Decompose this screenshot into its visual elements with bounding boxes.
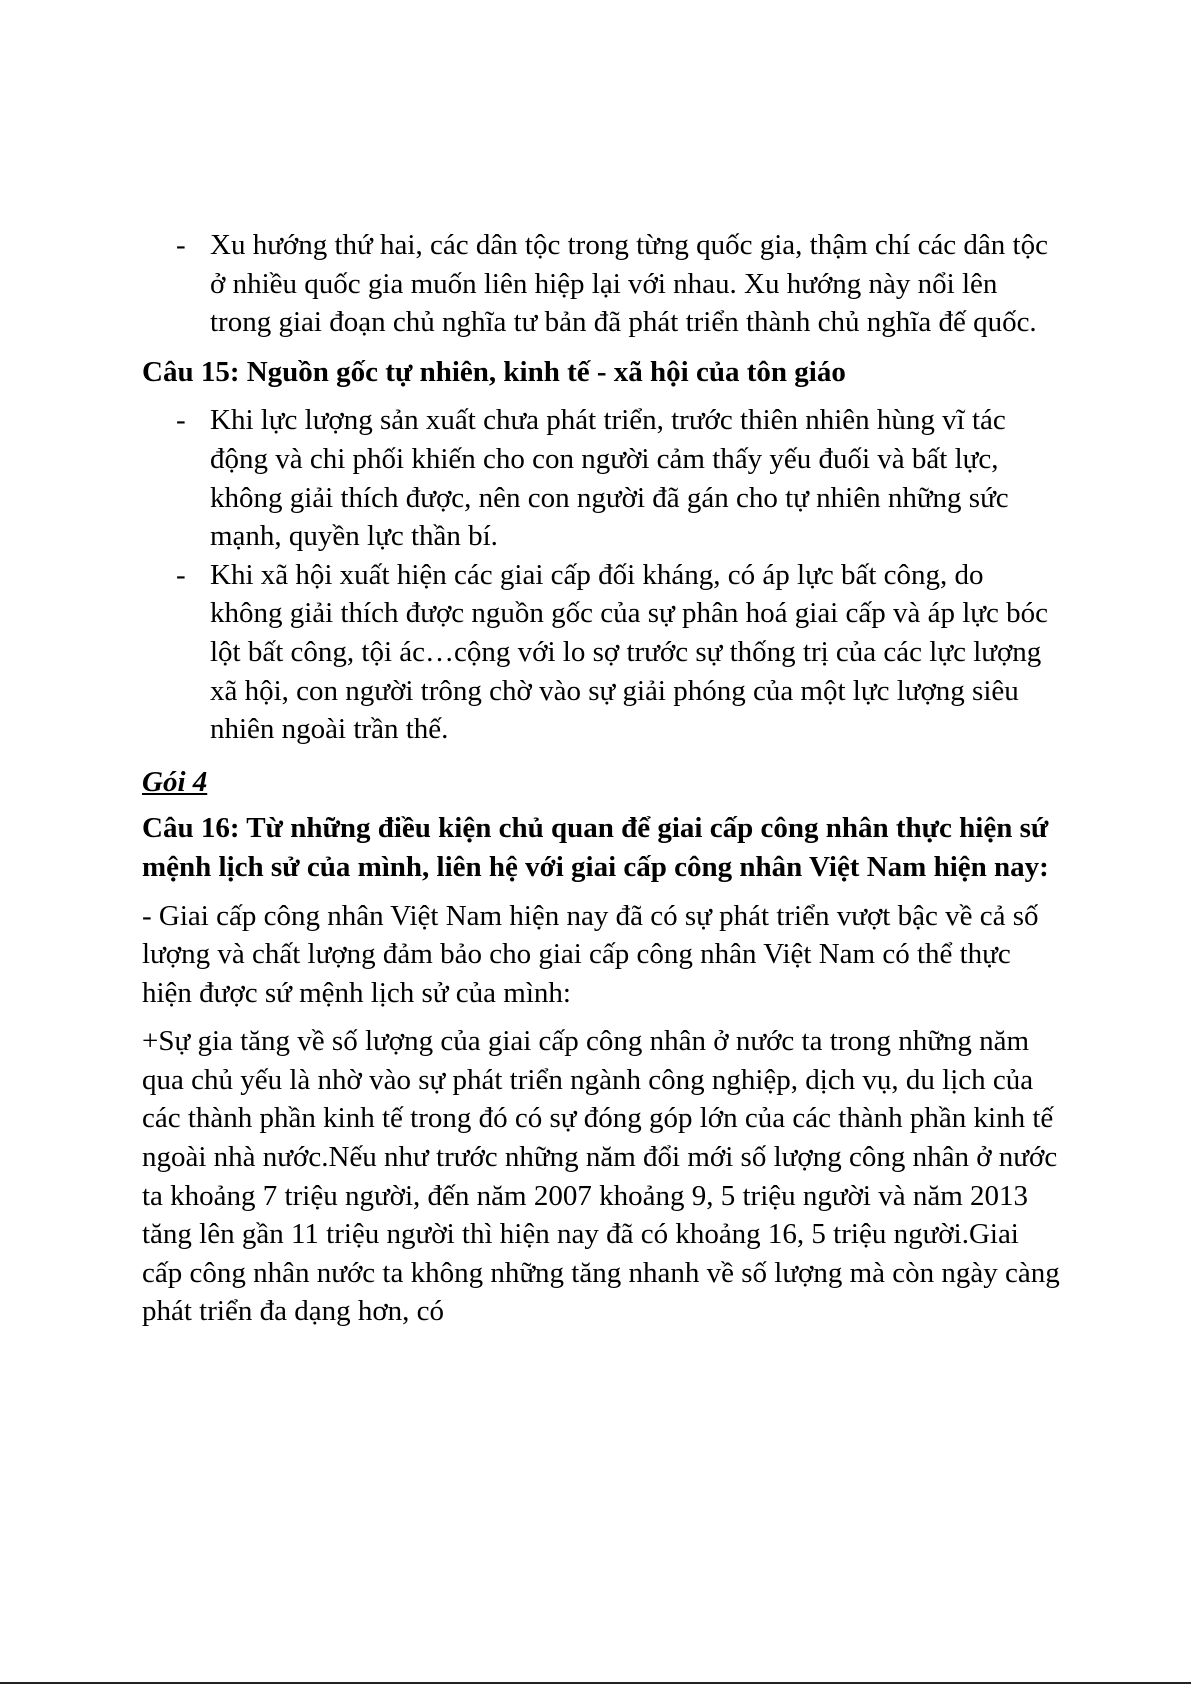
list-item-text: Khi xã hội xuất hiện các giai cấp đối kháng, có áp lực bất công, do không giải thích được nguồn gốc của sự phân hoá giai cấp và áp lực bóc lột bất công, tội ác…cộng với lo sợ trước sự thống trị của các lực lượng xã hội, con người trông chờ vào sự giải phóng của một lực lượng siêu nhiên ngoài trần thế. [210,558,1048,746]
question-16-paragraph-1: - Giai cấp công nhân Việt Nam hiện nay đã có sự phát triển vượt bậc về cả số lượng và chất lượng đảm bảo cho giai cấp công nhân Việt Nam có thể thực hiện được sứ mệnh lịch sử của mình: [142,899,1039,1009]
page-bottom-rule [0,1682,1191,1684]
list-item-text: Khi lực lượng sản xuất chưa phát triển, trước thiên nhiên hùng vĩ tác động và chi phối khiến cho con người cảm thấy yếu đuối và bất lực, không giải thích được, nên con người đã gán cho tự nhiên những sức mạnh, quyền lực thần bí. [210,404,1009,553]
list-item [142,226,1062,342]
question-16-paragraph-2: +Sự gia tăng về số lượng của giai cấp công nhân ở nước ta trong những năm qua chủ yếu là nhờ vào sự phát triển ngành công nghiệp, dịch vụ, du lịch của các thành phần kinh tế trong đó có sự đóng góp lớn của các thành phần kinh tế ngoài nhà nước.Nếu như trước những năm đổi mới số lượng công nhân ở nước ta khoảng 7 triệu người, đến năm 2007 khoảng 9, 5 triệu người và năm 2013 tăng lên gần 11 triệu người thì hiện nay đã có khoảng 16, 5 triệu người.Giai cấp công nhân nước ta không những tăng nhanh về số lượng mà còn ngày càng phát triển đa dạng hơn, có [142,1025,1060,1328]
dash-marker: - [176,558,186,591]
bullet-list-top [142,226,1062,342]
section-label-goi-4: Gói 4 [142,765,208,798]
question-16-heading: Câu 16: Từ những điều kiện chủ quan để giai cấp công nhân thực hiện sứ mệnh lịch sử của mình, liên hệ với giai cấp công nhân Việt Nam hiện nay: [142,812,1049,883]
dash-marker: - [176,229,186,261]
document-page [142,226,1062,1331]
dash-marker: - [176,404,186,437]
list-item-text: Xu hướng thứ hai, các dân tộc trong từng quốc gia, thậm chí các dân tộc ở nhiều quốc gia muốn liên hiệp lại với nhau. Xu hướng này nổi lên trong giai đoạn chủ nghĩa tư bản đã phát triển thành chủ nghĩa đế quốc. [210,229,1048,339]
list-item [142,556,1062,749]
list-item [142,401,1062,555]
question-15-heading: Câu 15: Nguồn gốc tự nhiên, kinh tế - xã hội của tôn giáo [142,355,846,388]
question-15-bullets [142,401,1062,748]
